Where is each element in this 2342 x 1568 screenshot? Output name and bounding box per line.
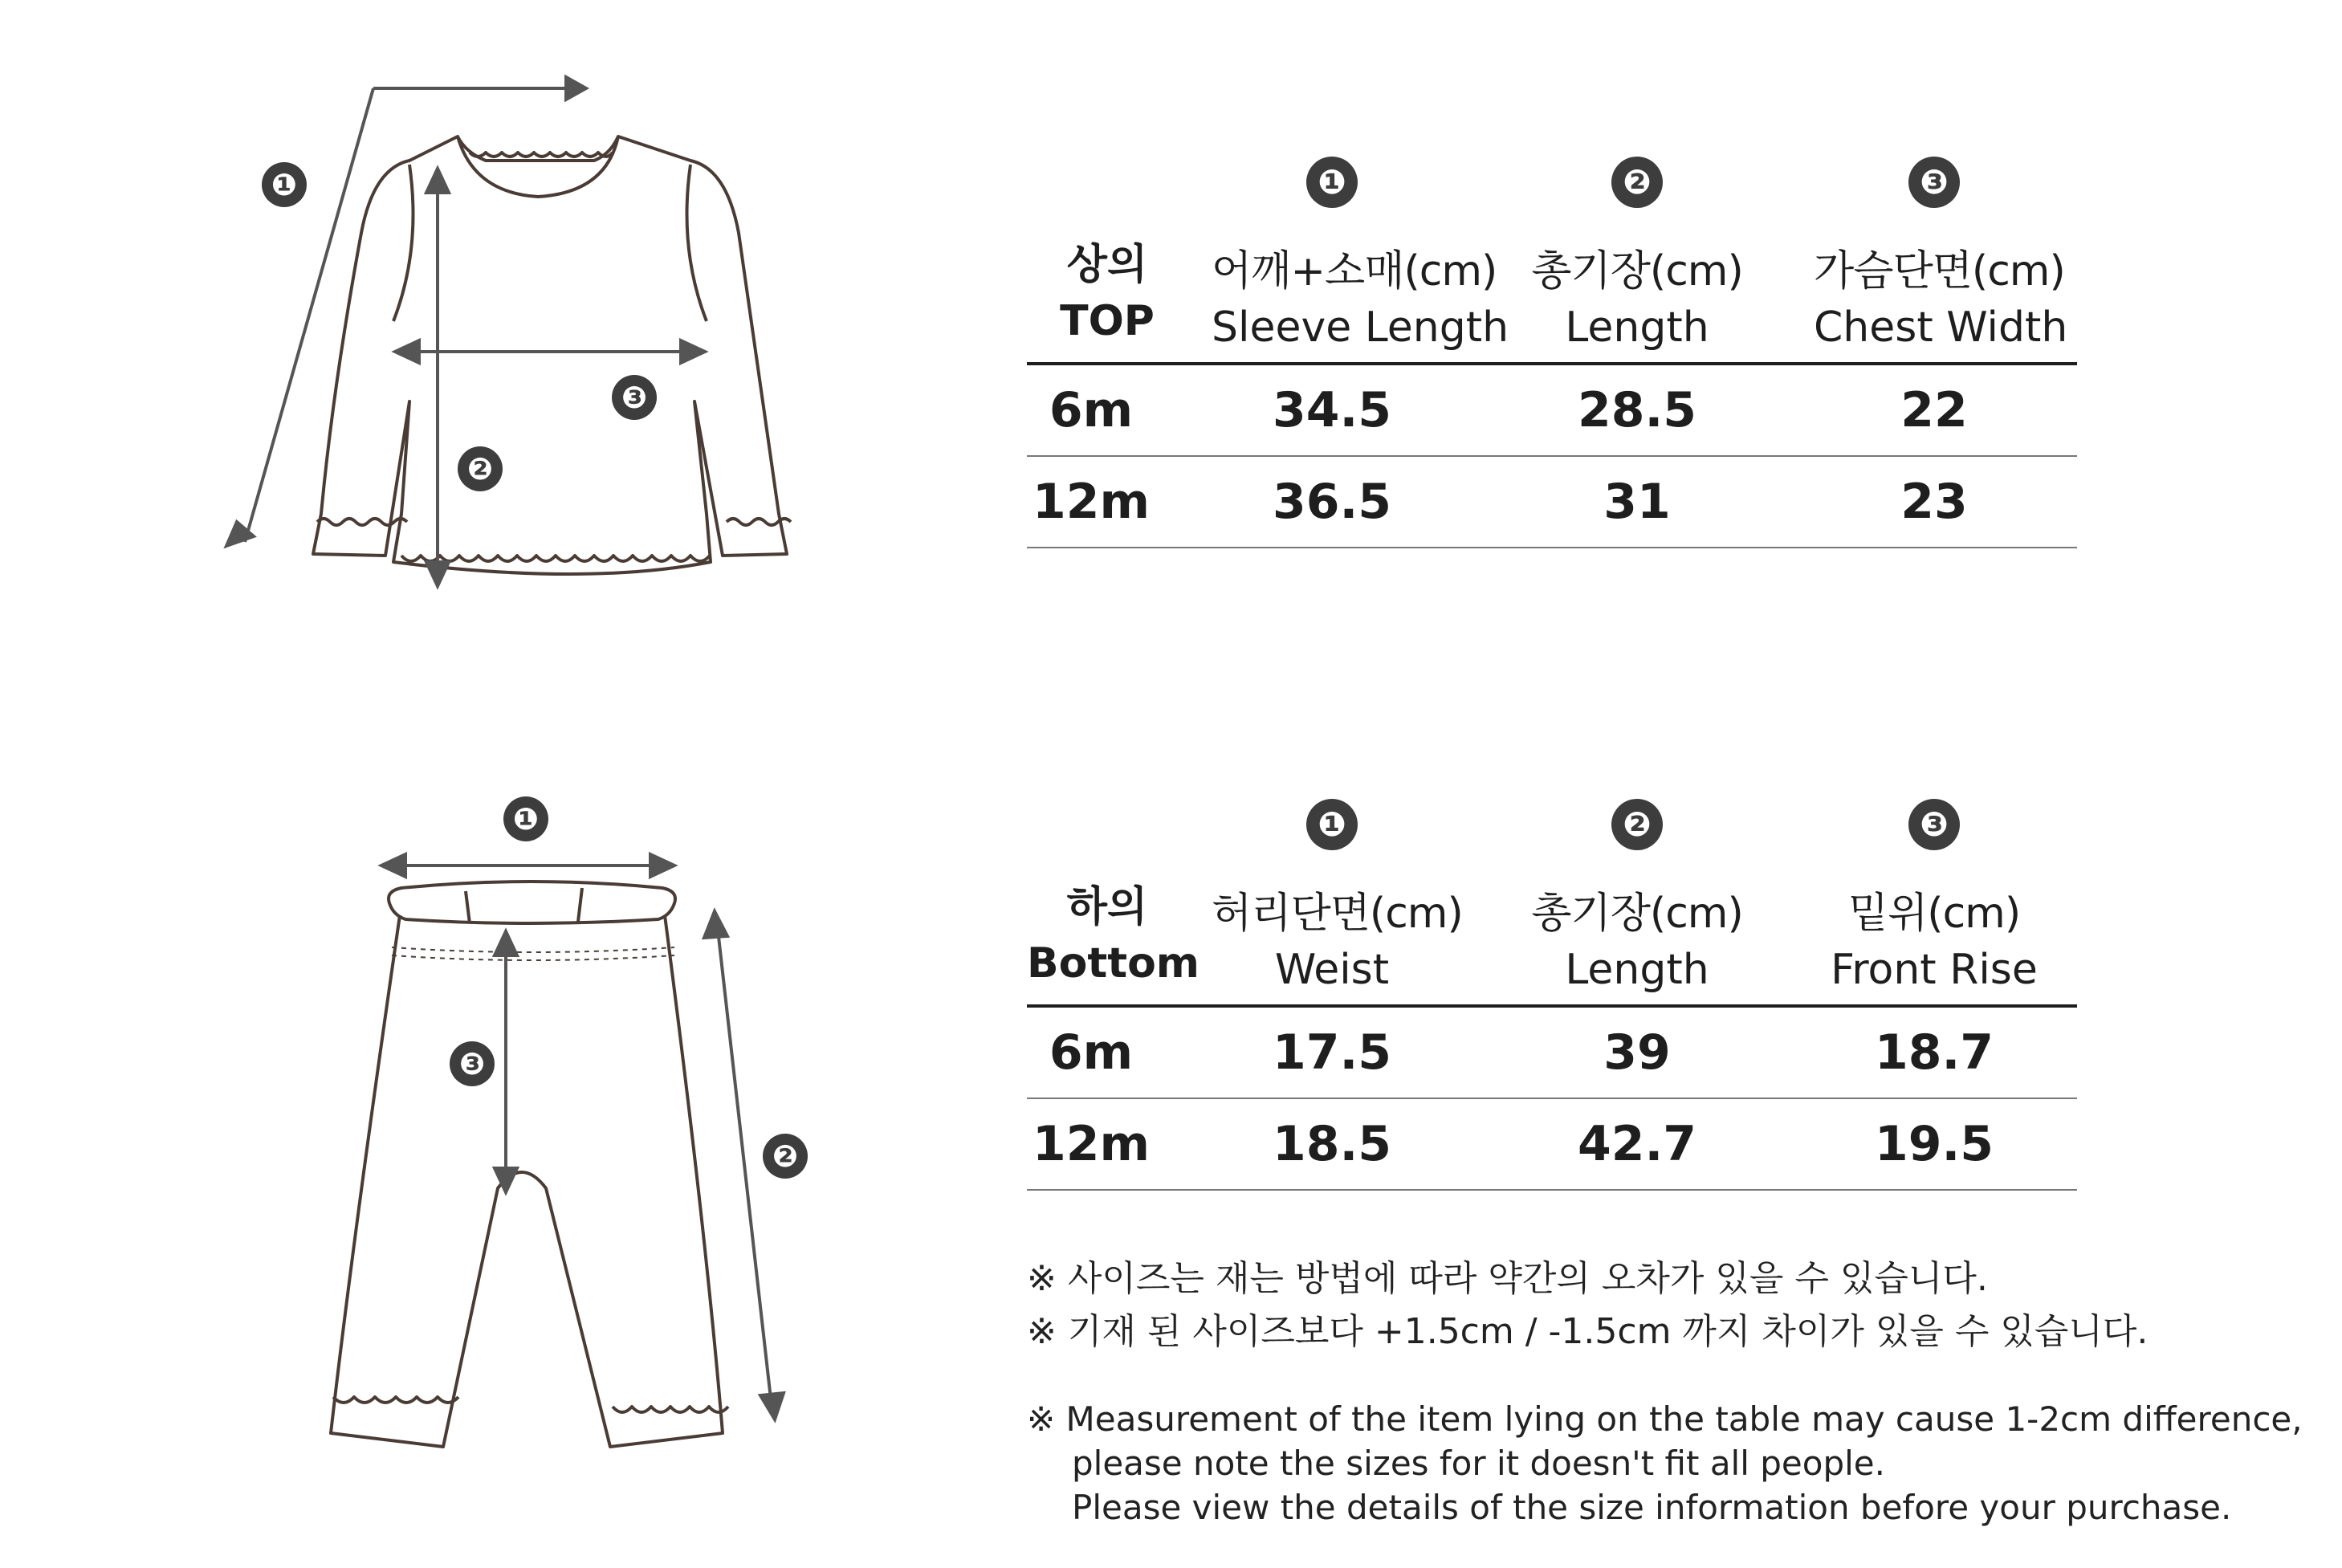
value-cell: 28.5 xyxy=(1577,382,1697,438)
top-label-en: TOP xyxy=(1060,297,1155,345)
bottom-col-waist xyxy=(1212,799,1463,994)
waist-badge: ❶ xyxy=(1306,799,1358,850)
table-row xyxy=(1027,1099,2077,1189)
value-cell: 19.5 xyxy=(1874,1116,1994,1172)
chest-header-ko: 가슴단면(cm) xyxy=(1814,247,2065,295)
size-notes-ko xyxy=(1027,1252,2148,1358)
top-col-sleeve xyxy=(1212,157,1509,352)
size-cell: 12m xyxy=(1032,474,1150,530)
bottom-label-en: Bottom xyxy=(1027,939,1200,988)
table-row xyxy=(1027,457,2077,547)
bottom-table-header xyxy=(1027,799,2077,1004)
top-table-header xyxy=(1027,157,2077,362)
waist-header-en: Weist xyxy=(1274,946,1390,994)
top-badge-3: ❸ xyxy=(612,375,657,420)
top-col-chest xyxy=(1814,157,2068,352)
top-garment-illustration xyxy=(209,64,819,610)
value-cell: 17.5 xyxy=(1272,1024,1392,1081)
length-badge: ❷ xyxy=(1611,157,1663,208)
note-line: ※ 기재 된 사이즈보다 +1.5cm / -1.5cm 까지 차이가 있을 수 있습니다. xyxy=(1027,1311,2149,1352)
size-cell: 12m xyxy=(1032,1116,1150,1172)
divider xyxy=(1027,1189,2077,1191)
note-line: ※ 사이즈는 재는 방법에 따라 약간의 오차가 있을 수 있습니다. xyxy=(1027,1258,1988,1299)
bottom-col-length xyxy=(1517,799,1758,994)
value-cell: 34.5 xyxy=(1272,382,1392,438)
chest-badge: ❸ xyxy=(1908,157,1960,208)
top-badge-1: ❶ xyxy=(262,162,307,207)
rise-header-ko: 밑위(cm) xyxy=(1847,890,2021,938)
sleeve-badge: ❶ xyxy=(1306,157,1358,208)
value-cell: 22 xyxy=(1900,382,1968,438)
bottom-col-rise xyxy=(1814,799,2055,994)
top-col-length xyxy=(1517,157,1758,352)
pants-badge-3: ❸ xyxy=(450,1041,495,1086)
value-cell: 39 xyxy=(1603,1024,1671,1081)
value-cell: 18.5 xyxy=(1272,1116,1392,1172)
rise-badge: ❸ xyxy=(1908,799,1960,850)
pants-illustration xyxy=(305,835,835,1461)
table-row xyxy=(1027,1008,2077,1098)
note-en-line: Please view the details of the size information before your purchase. xyxy=(1072,1488,2232,1527)
measurement-note-en xyxy=(1027,1397,2303,1529)
length-header-en: Length xyxy=(1565,303,1709,352)
value-cell: 36.5 xyxy=(1272,474,1392,530)
value-cell: 31 xyxy=(1603,474,1671,530)
rise-header-en: Front Rise xyxy=(1831,946,2038,994)
pants-badge-2: ❷ xyxy=(763,1134,808,1179)
length-header-ko: 총기장(cm) xyxy=(1531,247,1743,295)
waist-header-ko: 허리단면(cm) xyxy=(1212,890,1463,938)
value-cell: 23 xyxy=(1900,474,1968,530)
value-cell: 42.7 xyxy=(1577,1116,1697,1172)
bottom-label-ko: 하의 xyxy=(1066,883,1148,931)
top-label-ko: 상의 xyxy=(1066,241,1148,289)
sleeve-header-ko: 어깨+소매(cm) xyxy=(1212,247,1497,295)
divider xyxy=(1027,547,2077,548)
bottom-table-label xyxy=(1027,879,1200,992)
top-size-table xyxy=(1027,157,2077,548)
bottom-size-table xyxy=(1027,799,2077,1191)
pants-length-header-en: Length xyxy=(1565,946,1709,994)
top-table-label xyxy=(1027,237,1187,349)
size-cell: 6m xyxy=(1049,1024,1134,1081)
note-en-line: please note the sizes for it doesn't fit all people. xyxy=(1072,1444,1885,1483)
value-cell: 18.7 xyxy=(1874,1024,1994,1081)
chest-header-en: Chest Width xyxy=(1814,303,2068,352)
pants-badge-1: ❶ xyxy=(503,796,548,841)
pants-length-badge: ❷ xyxy=(1611,799,1663,850)
size-cell: 6m xyxy=(1049,382,1134,438)
sleeve-header-en: Sleeve Length xyxy=(1212,303,1509,352)
table-row xyxy=(1027,365,2077,455)
top-badge-2: ❷ xyxy=(458,446,503,491)
note-en-line: ※ Measurement of the item lying on the table may cause 1-2cm difference, xyxy=(1027,1399,2303,1439)
pants-length-header-ko: 총기장(cm) xyxy=(1531,890,1743,938)
